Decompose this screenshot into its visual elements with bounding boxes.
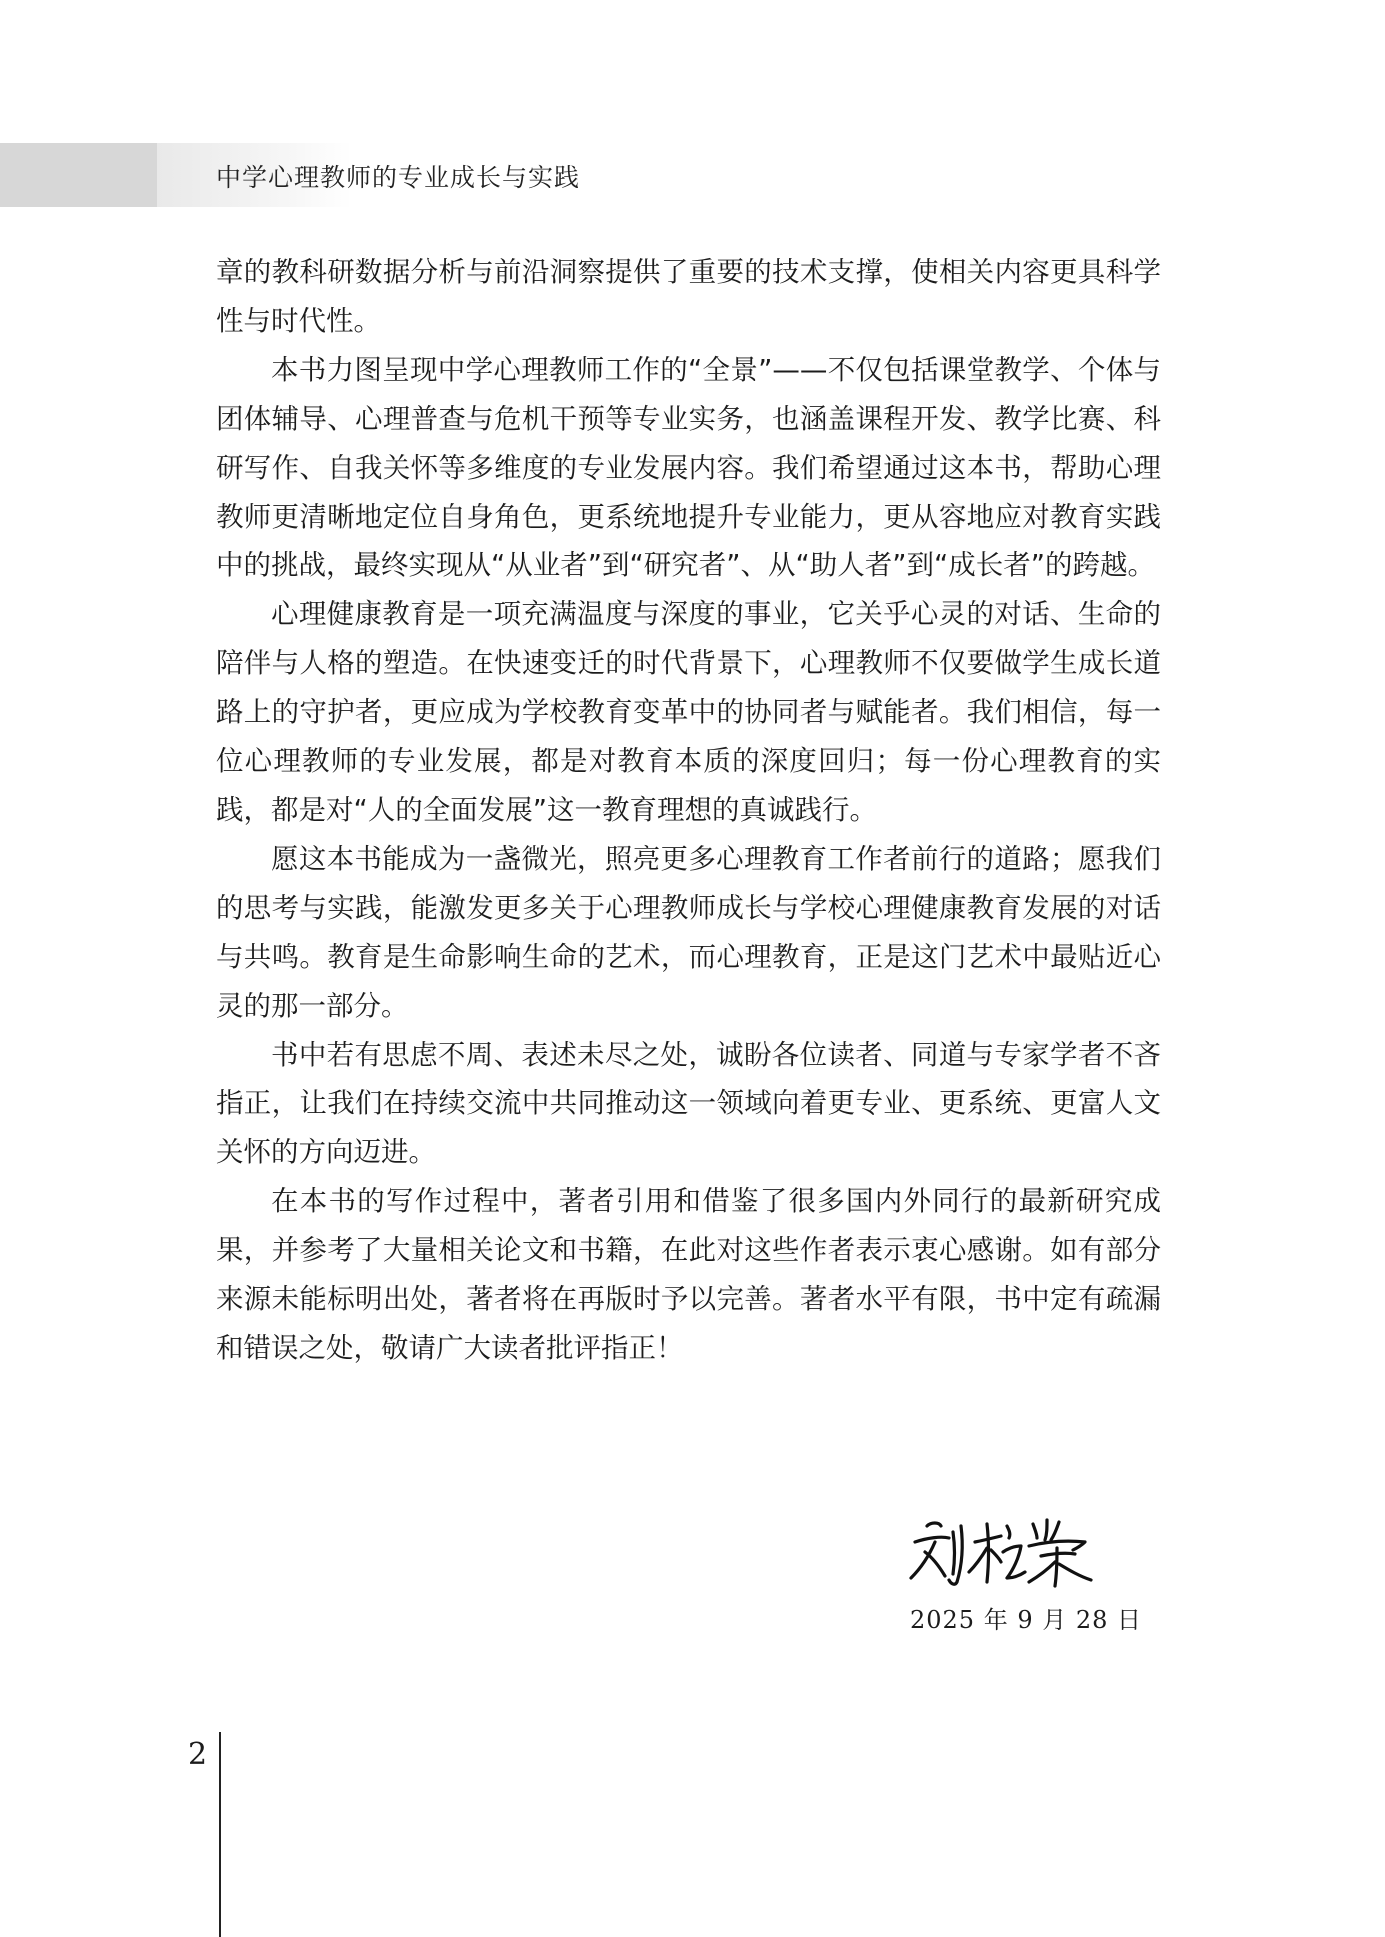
paragraph: 本书力图呈现中学心理教师工作的“全景”——不仅包括课堂教学、个体与团体辅导、心理普查与危机干预等专业实务，也涵盖课程开发、教学比赛、科研写作、自我关怀等多维度的专业发展内容。我们希望通过这本书，帮助心理教师更清晰地定位自身角色，更系统地提升专业能力，更从容地应对教育实践中的挑战，最终实现从“从业者”到“研究者”、从“助人者”到“成长者”的跨越。 xyxy=(216,353,1161,582)
body-text xyxy=(216,248,1161,1373)
paragraph: 心理健康教育是一项充满温度与深度的事业，它关乎心灵的对话、生命的陪伴与人格的塑造。在快速变迁的时代背景下，心理教师不仅要做学生成长道路上的守护者，更应成为学校教育变革中的协同者与赋能者。我们相信，每一位心理教师的专业发展，都是对教育本质的深度回归；每一份心理教育的实践，都是对“人的全面发展”这一教育理想的真诚践行。 xyxy=(216,598,1161,826)
paragraph: 章的教科研数据分析与前沿洞察提供了重要的技术支撑，使相关内容更具科学性与时代性。 xyxy=(216,256,1161,337)
handwritten-signature xyxy=(905,1512,1095,1592)
margin-rule xyxy=(219,1732,221,1937)
date-line: 2025 年 9 月 28 日 xyxy=(910,1606,1143,1634)
paragraph: 在本书的写作过程中，著者引用和借鉴了很多国内外同行的最新研究成果，并参考了大量相关论文和书籍，在此对这些作者表示衷心感谢。如有部分来源未能标明出处，著者将在再版时予以完善。著者水平有限，书中定有疏漏和错误之处，敬请广大读者批评指正！ xyxy=(216,1185,1161,1364)
page-number: 2 xyxy=(188,1737,208,1772)
running-head: 中学心理教师的专业成长与实践 xyxy=(216,163,581,192)
header-band xyxy=(0,143,157,207)
paragraph: 书中若有思虑不周、表述未尽之处，诚盼各位读者、同道与专家学者不吝指正，让我们在持续交流中共同推动这一领域向着更专业、更系统、更富人文关怀的方向迈进。 xyxy=(216,1038,1161,1169)
paragraph: 愿这本书能成为一盏微光，照亮更多心理教育工作者前行的道路；愿我们的思考与实践，能激发更多关于心理教师成长与学校心理健康教育发展的对话与共鸣。教育是生命影响生命的艺术，而心理教育，正是这门艺术中最贴近心灵的那一部分。 xyxy=(216,842,1161,1022)
